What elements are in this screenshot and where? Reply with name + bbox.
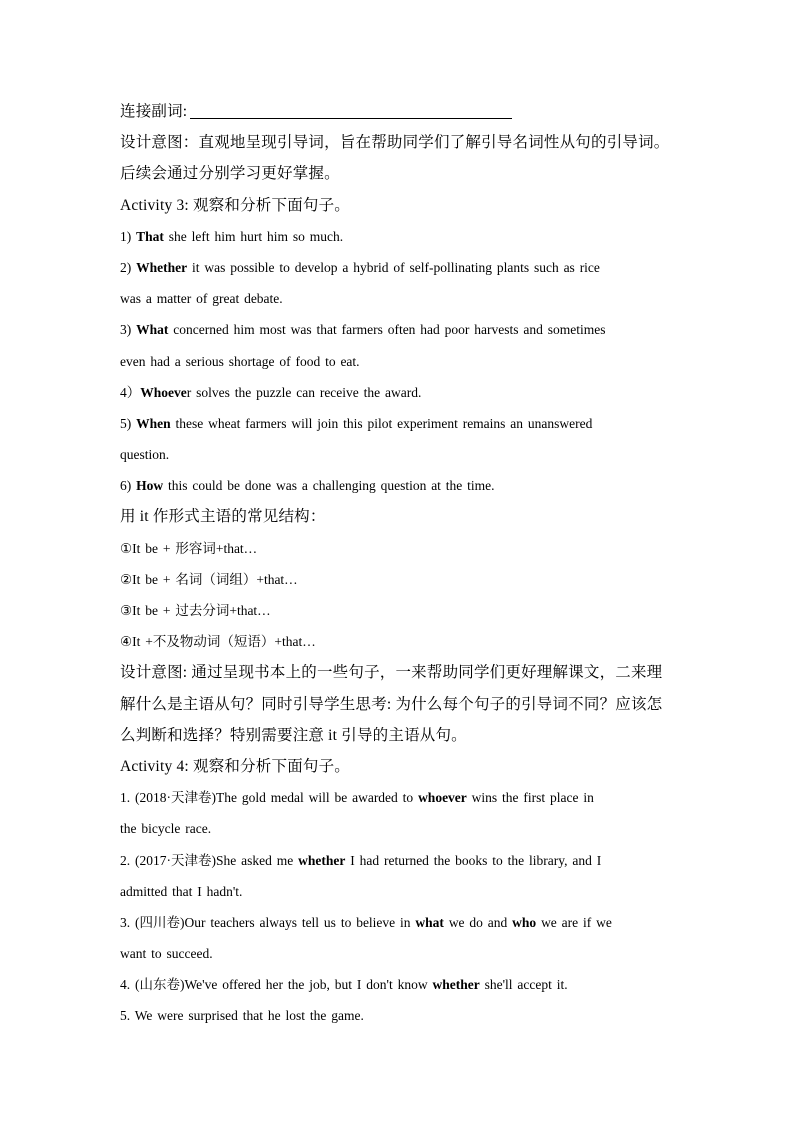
example-4 [120, 969, 690, 1000]
sentence-5 [120, 408, 690, 439]
design-note-2-line-3: 么判断和选择？特别需要注意 it 引导的主语从句。 [120, 726, 467, 744]
structure-4: ④It +不及物动词（短语）+that… [120, 634, 316, 650]
sentence-2-cont: was a matter of great debate. [120, 291, 283, 307]
example-3 [120, 907, 690, 938]
sentence-3-cont: even had a serious shortage of food to eat. [120, 353, 360, 369]
sentence-5-cont: question. [120, 447, 170, 463]
sentence-number: 1) [120, 228, 137, 244]
sentence-number: 5) [120, 415, 137, 431]
connective: whoever [418, 790, 467, 806]
connective: How [136, 478, 164, 494]
design-note-2-line-2: 解什么是主语从句？同时引导学生思考: 为什么每个句子的引导词不同？应该怎 [120, 695, 663, 713]
connective: what [415, 914, 444, 930]
document-page [120, 96, 690, 1032]
example-text: 1. (2018·天津卷)The gold medal will be awarded to [120, 790, 419, 806]
sentence-text: this could be done was a challenging question at the time. [163, 478, 495, 494]
structure-3: ③It be + 过去分词+that… [120, 603, 271, 618]
connective: What [136, 322, 169, 338]
sentence-1 [120, 221, 690, 252]
example-text: we are if we [536, 914, 612, 930]
example-2-cont: admitted that I hadn't. [120, 883, 243, 899]
design-note-1-line-1: 设计意图：直观地呈现引导词，旨在帮助同学们了解引导名词性从句的引导词。 [120, 134, 670, 152]
sentence-6 [120, 470, 690, 501]
connective: When [136, 415, 171, 431]
design-note-1-line-2: 后续会通过分别学习更好掌握。 [120, 165, 340, 183]
connective: Whether [136, 259, 188, 275]
design-note-2-line-1: 设计意图: 通过呈现书本上的一些句子，一来帮助同学们更好理解课文，二来理 [120, 664, 663, 682]
sentence-text: it was possible to develop a hybrid of self-pollinating plants such as rice [187, 259, 600, 275]
connective: who [512, 914, 537, 930]
activity-3-title: Activity 3: 观察和分析下面句子。 [120, 196, 351, 214]
sentence-text: she left him hurt him so much. [163, 228, 344, 244]
example-text: I had returned the books to the library, and I [345, 852, 602, 868]
example-3-cont: want to succeed. [120, 946, 213, 962]
fill-blank[interactable] [190, 100, 512, 119]
connective: That [136, 228, 164, 244]
sentence-number: 4） [120, 384, 141, 400]
sentence-number: 6) [120, 478, 137, 494]
it-structure-title: 用 it 作形式主语的常见结构： [120, 508, 326, 526]
structure-2: ②It be + 名词（词组）+that… [120, 571, 298, 587]
sentence-number: 2) [120, 259, 137, 275]
connective: whether [298, 852, 346, 868]
sentence-3 [120, 314, 690, 345]
example-text: she'll accept it. [479, 977, 568, 993]
connective: whether [432, 977, 480, 993]
example-2 [120, 845, 690, 876]
structure-1: ①It be + 形容词+that… [120, 540, 258, 556]
sentence-4 [120, 377, 690, 408]
example-text: we do and [443, 914, 513, 930]
example-text: wins the first place in [466, 790, 594, 806]
activity-4-title: Activity 4: 观察和分析下面句子。 [120, 757, 351, 775]
example-5: 5. We were surprised that he lost the game. [120, 1008, 364, 1024]
sentence-2 [120, 252, 690, 283]
adverb-label: 连接副词: [120, 103, 188, 120]
sentence-number: 3) [120, 322, 137, 338]
example-text: 2. (2017·天津卷)She asked me [120, 852, 299, 868]
example-text: 3. (四川卷)Our teachers always tell us to believe in [120, 914, 416, 930]
example-1-cont: the bicycle race. [120, 821, 212, 837]
connective: Whoeve [140, 384, 187, 400]
sentence-text: r solves the puzzle can receive the award. [186, 384, 422, 400]
sentence-text: these wheat farmers will join this pilot experiment remains an unanswered [170, 415, 593, 431]
example-1 [120, 782, 690, 813]
sentence-text: concerned him most was that farmers often had poor harvests and sometimes [168, 322, 606, 338]
adverb-line [120, 96, 690, 127]
example-text: 4. (山东卷)We've offered her the job, but I don't know [120, 977, 433, 993]
